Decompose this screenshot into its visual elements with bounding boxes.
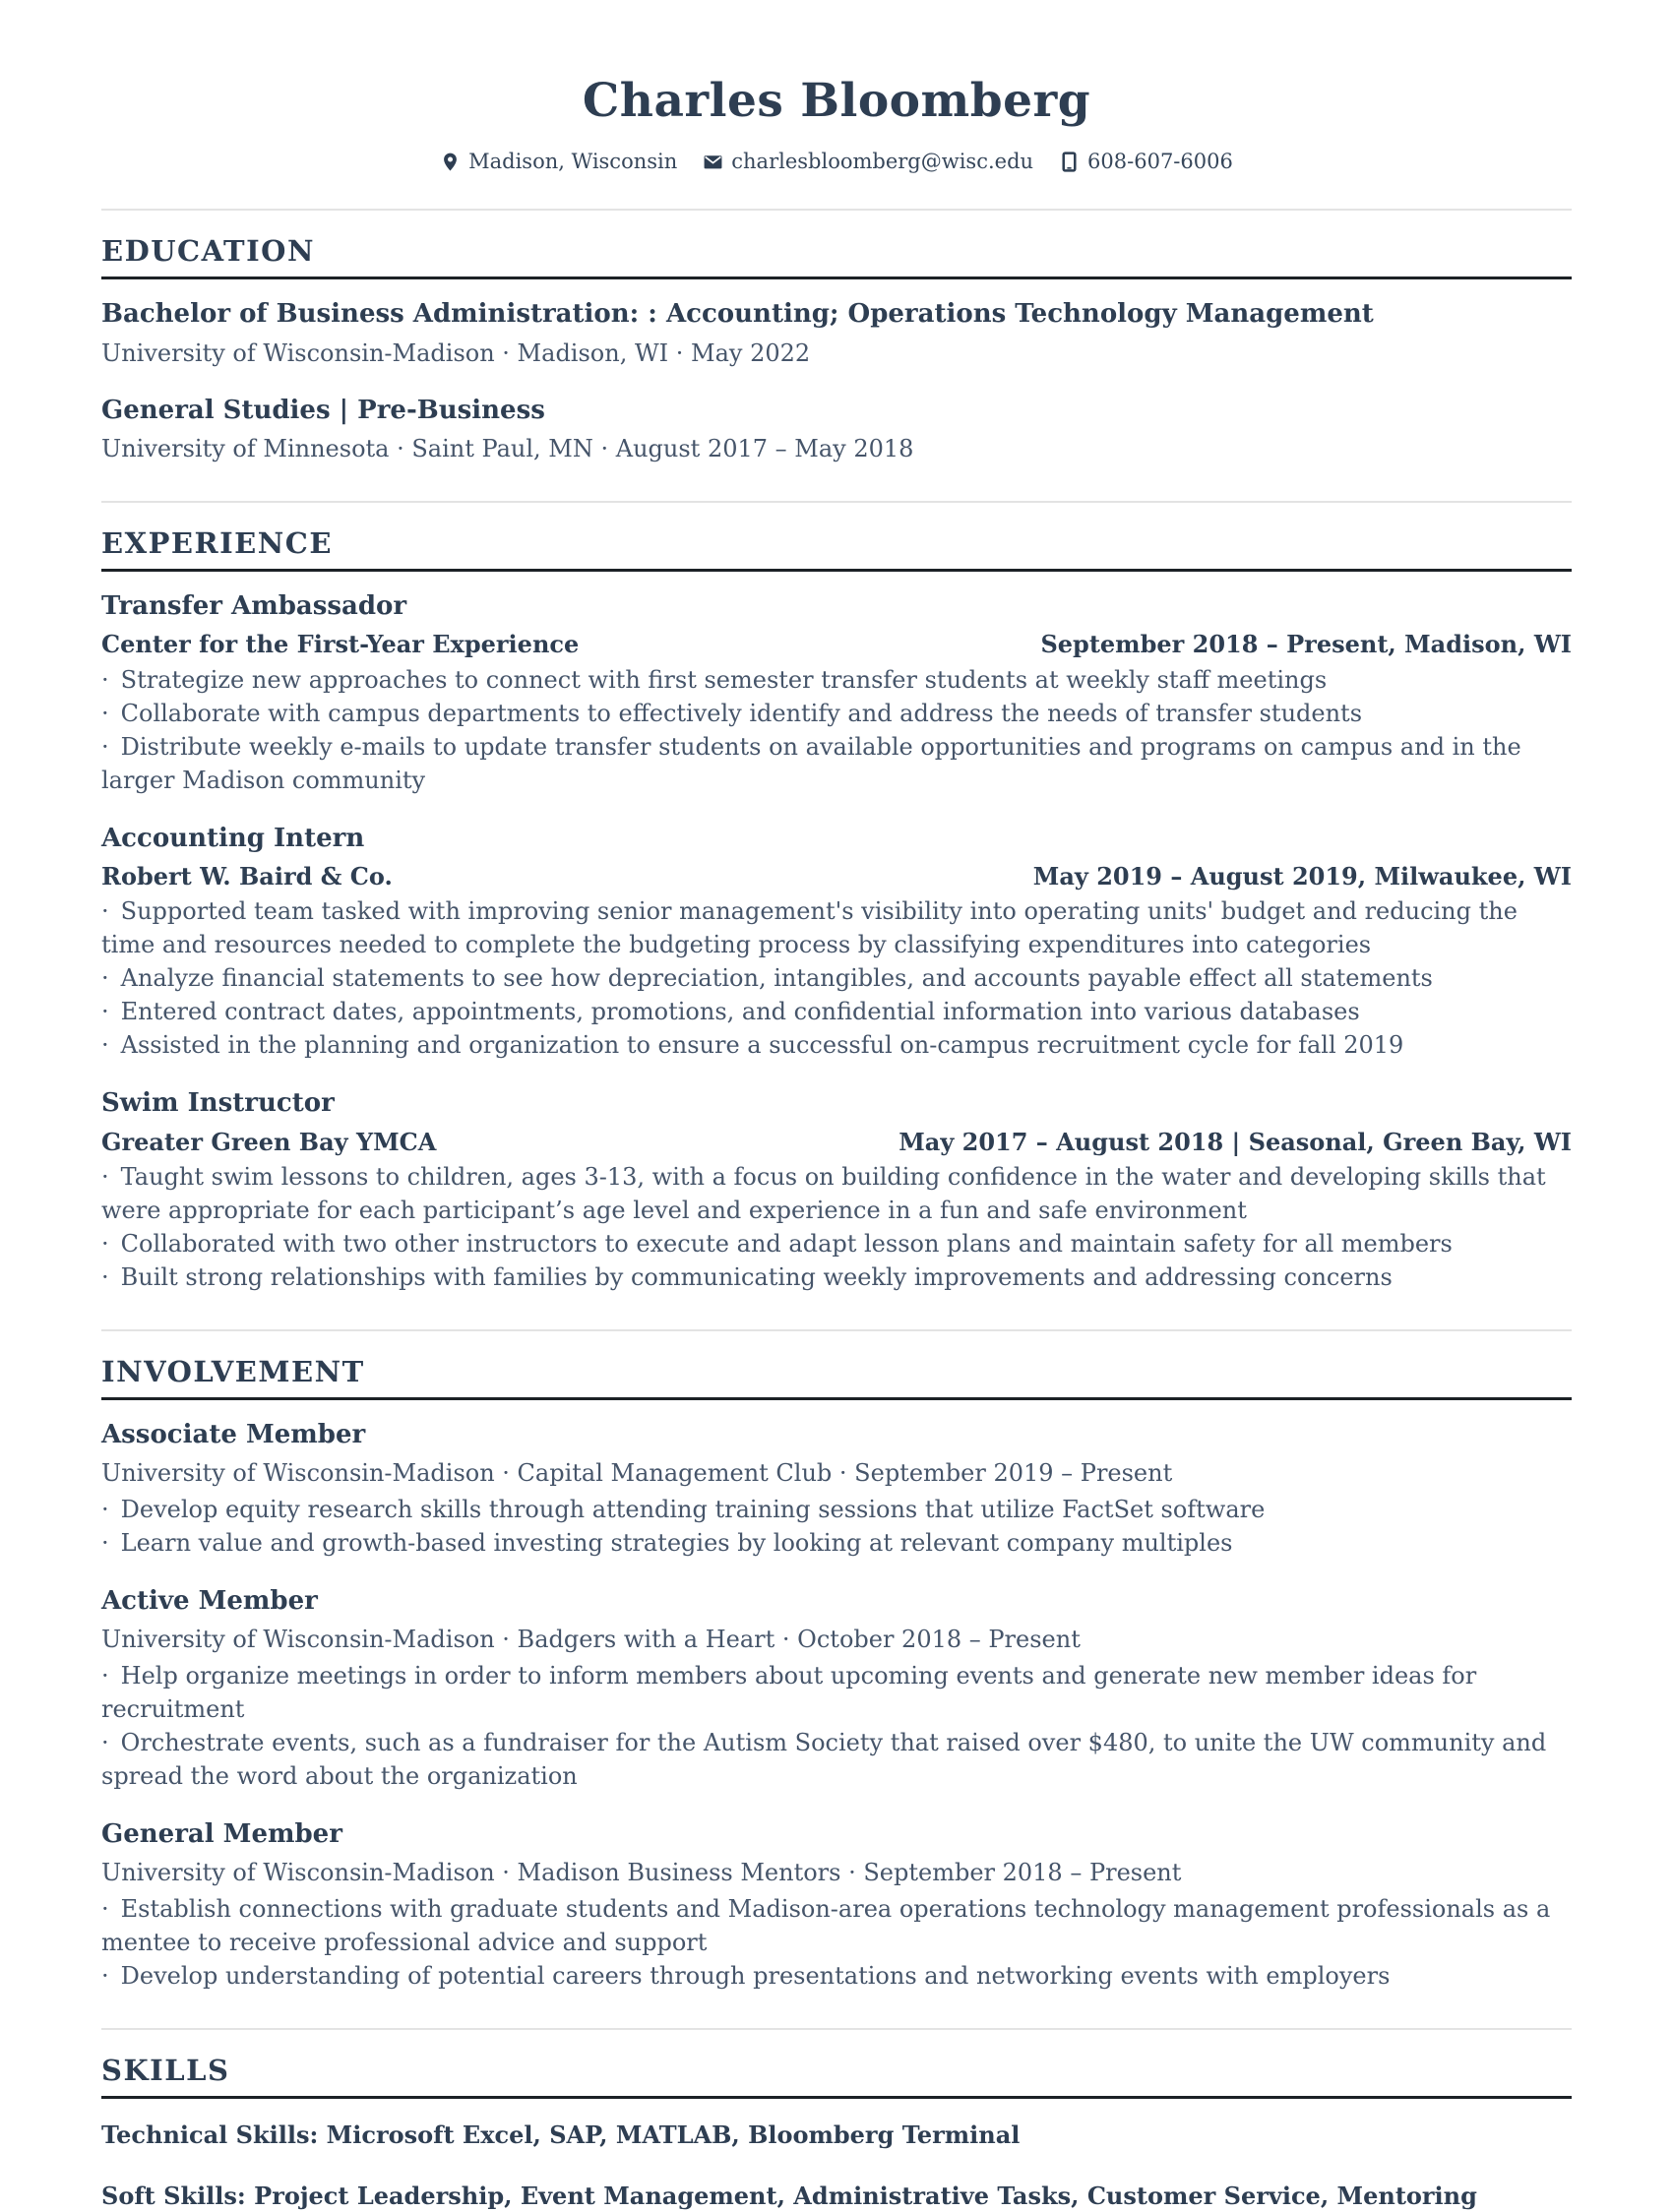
skills-line-soft: Soft Skills: Project Leadership, Event Management, Administrative Tasks, Customer Service, Mentoring <box>101 2181 1477 2210</box>
job-org-row <box>101 629 1572 659</box>
section-divider <box>101 2028 1572 2030</box>
bullet-item: · Learn value and growth-based investing strategies by looking at relevant company multiples <box>101 1526 1572 1560</box>
bullet-item: · Supported team tasked with improving senior management's visibility into operating units' budget and reducing the time and resources needed to complete the budgeting process by classifying expenditures into categories <box>101 894 1572 961</box>
contact-email-text: charlesbloomberg@wisc.edu <box>731 150 1034 174</box>
job-org-row <box>101 861 1572 891</box>
job-bullets <box>101 894 1572 1062</box>
involvement-role <box>101 1419 1572 1560</box>
education-heading: EDUCATION <box>101 234 1572 279</box>
section-skills <box>101 2054 1572 2212</box>
bullet-item: · Collaborate with campus departments to effectively identify and address the needs of transfer students <box>101 697 1572 730</box>
section-experience <box>101 526 1572 1294</box>
bullet-item: · Help organize meetings in order to inform members about upcoming events and generate new member ideas for recruitment <box>101 1659 1572 1726</box>
location-pin-icon <box>440 152 461 172</box>
role-title: General Member <box>101 1818 342 1849</box>
job-title: Swim Instructor <box>101 1088 335 1119</box>
resume-header <box>101 75 1572 173</box>
org-line: University of Wisconsin-Madison · Madison Business Mentors · September 2018 – Present <box>101 1859 1182 1887</box>
experience-heading: EXPERIENCE <box>101 526 1572 572</box>
bullet-item: · Assisted in the planning and organization to ensure a successful on-campus recruitment cycle for fall 2019 <box>101 1028 1572 1062</box>
skills-heading: SKILLS <box>101 2054 1572 2099</box>
job-date: May 2019 – August 2019, Milwaukee, WI <box>1032 862 1572 891</box>
bullet-item: · Entered contract dates, appointments, promotions, and confidential information into various databases <box>101 995 1572 1028</box>
skills-line-technical: Technical Skills: Microsoft Excel, SAP, MATLAB, Bloomberg Terminal <box>101 2120 1021 2149</box>
candidate-name: Charles Bloomberg <box>582 74 1091 128</box>
contact-location <box>440 150 677 173</box>
job-title: Accounting Intern <box>101 823 365 853</box>
contact-location-text: Madison, Wisconsin <box>468 150 678 174</box>
phone-icon <box>1059 152 1080 172</box>
section-divider <box>101 1329 1572 1331</box>
contact-phone-text: 608-607-6006 <box>1087 150 1233 174</box>
bullet-item: · Orchestrate events, such as a fundraiser for the Autism Society that raised over $480, to unite the UW community and spread the word about the organization <box>101 1726 1572 1793</box>
school-line: University of Wisconsin-Madison · Madison, WI · May 2022 <box>101 338 811 367</box>
role-bullets <box>101 1892 1572 1993</box>
job-org: Robert W. Baird & Co. <box>101 862 393 891</box>
degree-title: General Studies | Pre-Business <box>101 395 545 425</box>
experience-job <box>101 823 1572 1063</box>
degree-title: Bachelor of Business Administration: : Accounting; Operations Technology Management <box>101 299 1374 330</box>
bullet-item: · Collaborated with two other instructors to execute and adapt lesson plans and maintain safety for all members <box>101 1227 1572 1260</box>
section-divider <box>101 209 1572 211</box>
section-divider <box>101 501 1572 503</box>
bullet-item: · Taught swim lessons to children, ages 3-13, with a focus on building confidence in the water and developing skills that were appropriate for each participant’s age level and experience in a fun and safe environment <box>101 1160 1572 1227</box>
section-education <box>101 234 1572 465</box>
education-entry <box>101 395 1572 465</box>
experience-job <box>101 1087 1572 1294</box>
job-date: May 2017 – August 2018 | Seasonal, Green Bay, WI <box>898 1127 1572 1156</box>
section-involvement <box>101 1355 1572 1993</box>
job-bullets <box>101 663 1572 797</box>
job-date: September 2018 – Present, Madison, WI <box>1040 630 1572 659</box>
role-title: Active Member <box>101 1585 318 1616</box>
contact-phone <box>1059 150 1233 173</box>
contact-email <box>703 150 1033 173</box>
involvement-role <box>101 1585 1572 1793</box>
job-bullets <box>101 1160 1572 1294</box>
involvement-role <box>101 1818 1572 1993</box>
bullet-item: · Develop equity research skills through attending training sessions that utilize FactSet software <box>101 1493 1572 1526</box>
experience-job <box>101 590 1572 797</box>
role-title: Associate Member <box>101 1419 366 1449</box>
job-org: Center for the First-Year Experience <box>101 630 580 659</box>
org-line: University of Wisconsin-Madison · Capital Management Club · September 2019 – Present <box>101 1459 1173 1488</box>
role-bullets <box>101 1659 1572 1793</box>
job-org: Greater Green Bay YMCA <box>101 1127 437 1156</box>
bullet-item: · Establish connections with graduate students and Madison-area operations technology management professionals as a mentee to receive professional advice and support <box>101 1892 1572 1959</box>
contact-row <box>101 150 1572 173</box>
school-line: University of Minnesota · Saint Paul, MN · August 2017 – May 2018 <box>101 435 914 463</box>
bullet-item: · Distribute weekly e-mails to update transfer students on available opportunities and programs on campus and in the larger Madison community <box>101 730 1572 797</box>
education-entry <box>101 298 1572 369</box>
job-org-row <box>101 1127 1572 1157</box>
job-title: Transfer Ambassador <box>101 590 407 621</box>
involvement-heading: INVOLVEMENT <box>101 1355 1572 1400</box>
org-line: University of Wisconsin-Madison · Badgers with a Heart · October 2018 – Present <box>101 1626 1081 1654</box>
bullet-item: · Built strong relationships with families by communicating weekly improvements and addressing concerns <box>101 1260 1572 1294</box>
bullet-item: · Strategize new approaches to connect with first semester transfer students at weekly staff meetings <box>101 663 1572 697</box>
role-bullets <box>101 1493 1572 1560</box>
email-icon <box>703 152 723 172</box>
bullet-item: · Analyze financial statements to see how depreciation, intangibles, and accounts payable effect all statements <box>101 961 1572 995</box>
bullet-item: · Develop understanding of potential careers through presentations and networking events with employers <box>101 1959 1572 1993</box>
